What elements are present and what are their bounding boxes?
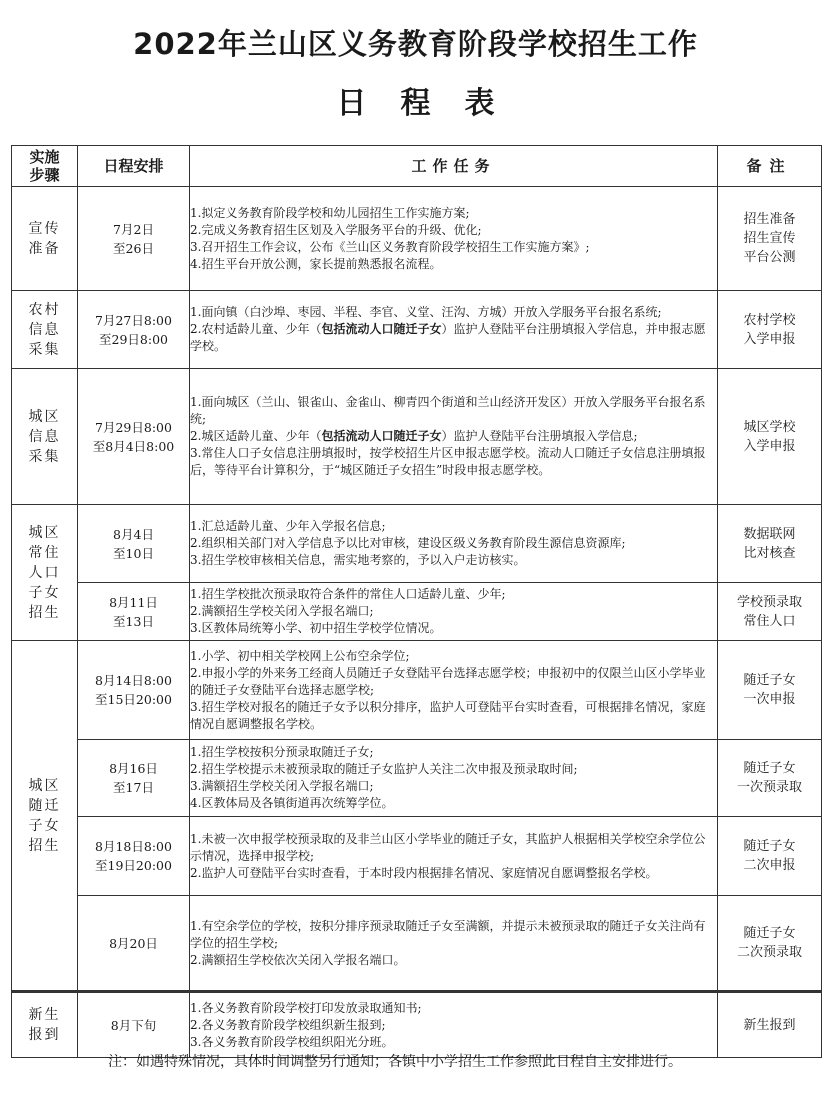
task-item: 1.小学、初中相关学校网上公布空余学位;	[190, 648, 410, 663]
note-line: 比对核查	[743, 545, 796, 561]
step-cell: 城区 信息 采集	[12, 369, 78, 505]
schedule-line: 8月14日8:00	[95, 673, 172, 688]
task-item: 3.常住人口子女信息注册填报时，按学校招生片区申报志愿学校。流动人口随迁子女信息注册填报后，等待平台计算积分，于“城区随迁子女招生”时段申报志愿学校。	[190, 446, 706, 477]
task-cell	[190, 896, 718, 992]
task-item: 1.各义务教育阶段学校打印发放录取通知书;	[190, 1000, 422, 1015]
note-cell	[718, 291, 822, 369]
note-line: 随迁子女	[743, 839, 796, 854]
task-item: 3.召开招生工作会议，公布《兰山区义务教育阶段学校招生工作实施方案》;	[190, 239, 590, 254]
task-item: 2.满额招生学校关闭入学报名端口;	[190, 604, 374, 618]
task-item: 3.招生学校对报名的随迁子女予以积分排序，监护人可登陆平台实时查看，可根据排名情况，家庭情况自愿调整报名学校。	[190, 699, 706, 731]
note-line: 平台公测	[743, 250, 796, 265]
note-cell	[718, 505, 822, 583]
note-cell	[718, 896, 822, 992]
schedule-line: 7月27日8:00	[95, 312, 172, 328]
task-cell	[190, 369, 718, 505]
task-item: 3.满额招生学校关闭入学报名端口;	[190, 779, 374, 793]
header-schedule: 日程安排	[78, 146, 190, 187]
note-line: 入学申报	[743, 331, 796, 347]
note-line: 随迁子女	[743, 673, 796, 688]
table-row	[12, 291, 822, 369]
task-item: 4.招生平台开放公测，家长提前熟悉报名流程。	[190, 256, 442, 271]
footnote: 注：如遇特殊情况，具体时间调整另行通知；各镇中小学招生工作参照此日程自主安排进行。	[108, 1054, 682, 1070]
task-item: 2.完成义务教育招生区划及入学服务平台的升级、优化;	[190, 222, 482, 237]
note-line: 常住人口	[743, 613, 796, 629]
table-row	[12, 641, 822, 740]
task-item: 2.申报小学的外来务工经商人员随迁子女登陆平台选择志愿学校；申报初中的仅限兰山区小学毕业的随迁子女登陆平台选择志愿学校;	[190, 665, 706, 697]
note-line: 二次申报	[743, 858, 796, 873]
schedule-cell	[78, 583, 190, 641]
task-item: 2.城区适龄儿童、少年（包括流动人口随迁子女）监护人登陆平台注册填报入学信息;	[190, 429, 638, 443]
note-line: 一次申报	[743, 692, 796, 707]
document-title: 2022年兰山区义务教育阶段学校招生工作	[133, 27, 698, 61]
task-item: 2.各义务教育阶段学校组织新生报到;	[190, 1017, 386, 1032]
step-cell: 新生 报到	[12, 992, 78, 1058]
note-line: 随迁子女	[743, 926, 796, 941]
header-step: 实施 步骤	[12, 146, 78, 187]
table-header-row	[12, 146, 822, 187]
task-item: 2.满额招生学校依次关闭入学报名端口。	[190, 952, 406, 967]
schedule-table	[11, 145, 822, 1058]
task-item: 2.农村适龄儿童、少年（包括流动人口随迁子女）监护人登陆平台注册填报入学信息，并申报志愿学校。	[190, 322, 706, 353]
note-cell	[718, 641, 822, 740]
task-item: 1.面向镇（白沙埠、枣园、半程、李官、义堂、汪沟、方城）开放入学服务平台报名系统;	[190, 305, 662, 319]
header-note: 备注	[718, 146, 822, 187]
task-item: 4.区教体局及各镇街道再次统筹学位。	[190, 796, 394, 810]
schedule-line: 7月29日8:00	[95, 419, 172, 435]
schedule-line: 8月下旬	[110, 1017, 157, 1033]
schedule-line: 至26日	[113, 240, 154, 256]
table-row	[12, 740, 822, 817]
schedule-cell	[78, 896, 190, 992]
schedule-line: 8月18日8:00	[95, 839, 172, 854]
schedule-line: 至19日20:00	[95, 858, 172, 873]
note-line: 新生报到	[743, 1017, 796, 1033]
task-item: 1.汇总适龄儿童、少年入学报名信息;	[190, 519, 386, 533]
note-cell	[718, 817, 822, 896]
note-line: 学校预录取	[736, 594, 802, 610]
task-cell	[190, 817, 718, 896]
header-task: 工作任务	[190, 146, 718, 187]
note-cell	[718, 369, 822, 505]
table-row	[12, 369, 822, 505]
table-row	[12, 583, 822, 641]
schedule-cell	[78, 505, 190, 583]
task-item: 1.招生学校按积分预录取随迁子女;	[190, 745, 374, 759]
task-item: 2.组织相关部门对入学信息予以比对审核，建设区级义务教育阶段生源信息资源库;	[190, 536, 626, 550]
task-cell	[190, 583, 718, 641]
note-line: 一次预录取	[736, 780, 802, 795]
schedule-cell	[78, 817, 190, 896]
schedule-line: 8月4日	[113, 526, 154, 542]
schedule-line: 至8月4日8:00	[92, 438, 175, 454]
schedule-line: 7月2日	[113, 221, 154, 237]
step-cell: 宣传 准备	[12, 187, 78, 291]
schedule-cell	[78, 369, 190, 505]
task-item: 1.未被一次申报学校预录取的及非兰山区小学毕业的随迁子女，其监护人根据相关学校空余学位公示情况，选择申报学校;	[190, 831, 706, 863]
document-subtitle: 日程表	[336, 86, 529, 121]
task-item: 2.招生学校提示未被预录取的随迁子女监护人关注二次申报及预录取时间;	[190, 762, 578, 776]
note-line: 农村学校	[743, 312, 796, 328]
task-cell	[190, 291, 718, 369]
schedule-cell	[78, 291, 190, 369]
task-emphasis: 包括流动人口随迁子女	[321, 322, 442, 336]
task-emphasis: 包括流动人口随迁子女	[321, 429, 442, 443]
schedule-line: 至13日	[113, 613, 154, 629]
note-line: 招生准备	[743, 212, 796, 227]
schedule-cell	[78, 992, 190, 1058]
schedule-line: 8月16日	[109, 761, 158, 776]
task-item: 2.监护人可登陆平台实时查看，于本时段内根据排名情况、家庭情况自愿调整报名学校。	[190, 865, 658, 880]
note-cell	[718, 583, 822, 641]
note-line: 入学申报	[743, 438, 796, 454]
step-cell: 农村 信息 采集	[12, 291, 78, 369]
schedule-cell	[78, 641, 190, 740]
note-cell	[718, 187, 822, 291]
table-row	[12, 896, 822, 992]
table-row	[12, 992, 822, 1058]
schedule-line: 至29日8:00	[99, 331, 168, 347]
note-line: 随迁子女	[743, 761, 796, 776]
schedule-line: 8月11日	[109, 594, 158, 610]
task-item: 1.有空余学位的学校，按积分排序预录取随迁子女至满额，并提示未被预录取的随迁子女关注尚有学位的招生学校;	[190, 918, 706, 950]
schedule-line: 至10日	[113, 545, 154, 561]
task-item: 3.各义务教育阶段学校组织阳光分班。	[190, 1034, 394, 1049]
task-cell	[190, 641, 718, 740]
task-cell	[190, 505, 718, 583]
task-item: 1.招生学校批次预录取符合条件的常住人口适龄儿童、少年;	[190, 587, 506, 601]
task-cell	[190, 740, 718, 817]
step-cell: 城区 常住 人口 子女 招生	[12, 505, 78, 641]
task-item: 1.拟定义务教育阶段学校和幼儿园招生工作实施方案;	[190, 205, 470, 220]
task-cell	[190, 187, 718, 291]
schedule-line: 8月20日	[109, 935, 158, 951]
table-row	[12, 817, 822, 896]
note-line: 招生宣传	[743, 231, 796, 246]
schedule-cell	[78, 740, 190, 817]
note-cell	[718, 992, 822, 1058]
task-item: 3.区教体局统筹小学、初中招生学校学位情况。	[190, 621, 442, 635]
schedule-cell	[78, 187, 190, 291]
step-cell: 城区 随迁 子女 招生	[12, 641, 78, 992]
task-cell	[190, 992, 718, 1058]
note-line: 二次预录取	[736, 945, 802, 960]
schedule-line: 至17日	[113, 780, 154, 795]
task-item: 1.面向城区（兰山、银雀山、金雀山、柳青四个街道和兰山经济开发区）开放入学服务平台报名系统;	[190, 395, 706, 426]
note-line: 数据联网	[743, 526, 796, 542]
task-item: 3.招生学校审核相关信息，需实地考察的，予以入户走访核实。	[190, 553, 526, 567]
note-line: 城区学校	[743, 419, 796, 435]
note-cell	[718, 740, 822, 817]
table-row	[12, 187, 822, 291]
schedule-line: 至15日20:00	[95, 692, 172, 707]
table-row	[12, 505, 822, 583]
